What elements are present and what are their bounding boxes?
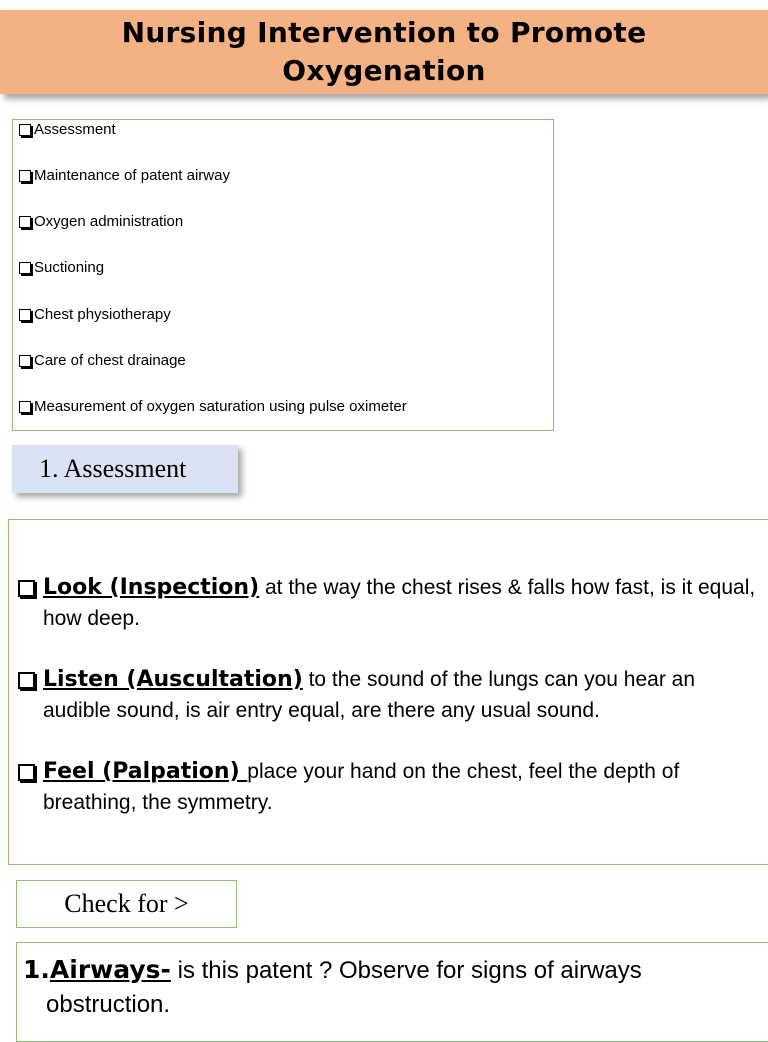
method-text: to the sound of the lungs can you hear an audible sound, is air entry equal, are there any usual sound. (43, 668, 696, 722)
assessment-methods (8, 519, 768, 865)
checkbox-icon (19, 262, 31, 274)
checkbox-icon (18, 672, 35, 689)
airways-number: 1. (23, 955, 50, 984)
checkbox-icon (19, 309, 31, 321)
method-heading: Feel (Palpation) (43, 759, 248, 784)
method-heading: Listen (Auscultation) (43, 667, 303, 692)
title-banner (0, 10, 768, 94)
checkbox-icon (18, 580, 35, 597)
list-item: Measurement of oxygen saturation using pulse oximeter (19, 398, 407, 416)
page-title: Nursing Intervention to Promote Oxygenation (121, 16, 647, 87)
interventions-list (12, 119, 554, 431)
list-item: Assessment (19, 121, 116, 139)
airways-item (23, 953, 723, 1022)
airways-box (16, 942, 768, 1042)
airways-text: is this patent ? Observe for signs of airways (170, 957, 642, 984)
list-item: Suctioning (19, 259, 104, 277)
checkbox-icon (19, 216, 31, 228)
check-for-box (16, 880, 237, 928)
method-look (18, 572, 768, 634)
method-text: place your hand on the chest, feel the depth of breathing, the symmetry. (43, 760, 680, 814)
method-listen (18, 664, 768, 726)
method-heading: Look (Inspection) (43, 575, 260, 600)
checkbox-icon (18, 764, 35, 781)
checkbox-icon (19, 170, 31, 182)
list-item: Oxygen administration (19, 213, 183, 231)
section-heading-tab (12, 445, 238, 493)
list-item: Maintenance of patent airway (19, 167, 230, 185)
section-heading: 1. Assessment (39, 454, 187, 483)
airways-heading: Airways- (49, 955, 171, 984)
check-for-label: Check for > (64, 889, 189, 918)
checkbox-icon (19, 124, 31, 136)
method-text: at the way the chest rises & falls how fast, is it equal, how deep. (43, 576, 756, 630)
airways-text-continued: obstruction. (46, 991, 171, 1018)
list-item: Chest physiotherapy (19, 306, 171, 324)
checkbox-icon (19, 355, 31, 367)
checkbox-icon (19, 401, 31, 413)
method-feel (18, 756, 768, 818)
list-item: Care of chest drainage (19, 352, 186, 370)
